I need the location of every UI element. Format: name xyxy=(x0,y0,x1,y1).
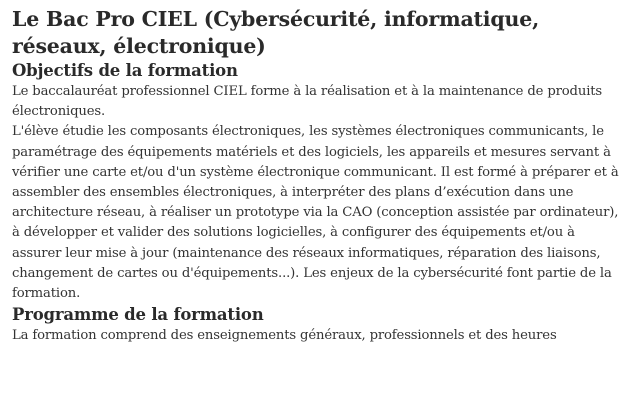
section-heading-programme: Programme de la formation xyxy=(12,305,264,325)
section-heading-objectifs: Objectifs de la formation xyxy=(12,61,238,80)
paragraph-intro: Le baccalauréat professionnel CIEL forme à la réalisation et à la maintenance de produits électroniques. xyxy=(12,84,603,120)
page-title: Le Bac Pro CIEL (Cybersécurité, informatique, réseaux, électronique) xyxy=(12,7,540,58)
section-programme xyxy=(12,304,628,346)
paragraph-description: L'élève étudie les composants électroniques, les systèmes électroniques communicants, le paramétrage des équipements matériels et des logiciels, les appareils et mesures servant à vérifier une carte et/ou d'un système électronique communicant. Il est formé à préparer et à assembler des ensembles électroniques, à interpréter des plans d’exécution dans une architecture réseau, à réaliser un prototype via la CAO (conception assistée par ordinateur), à développer et valider des solutions logicielles, à configurer des équipements et/ou à assurer leur mise à jour (maintenance des réseaux informatiques, réparation des liaisons, changement de cartes ou d'équipements...). Les enjeux de la cybersécurité font partie de la formation. xyxy=(12,124,619,302)
paragraph-programme: La formation comprend des enseignements généraux, professionnels et des heures xyxy=(12,328,557,344)
section-objectifs xyxy=(12,60,628,304)
